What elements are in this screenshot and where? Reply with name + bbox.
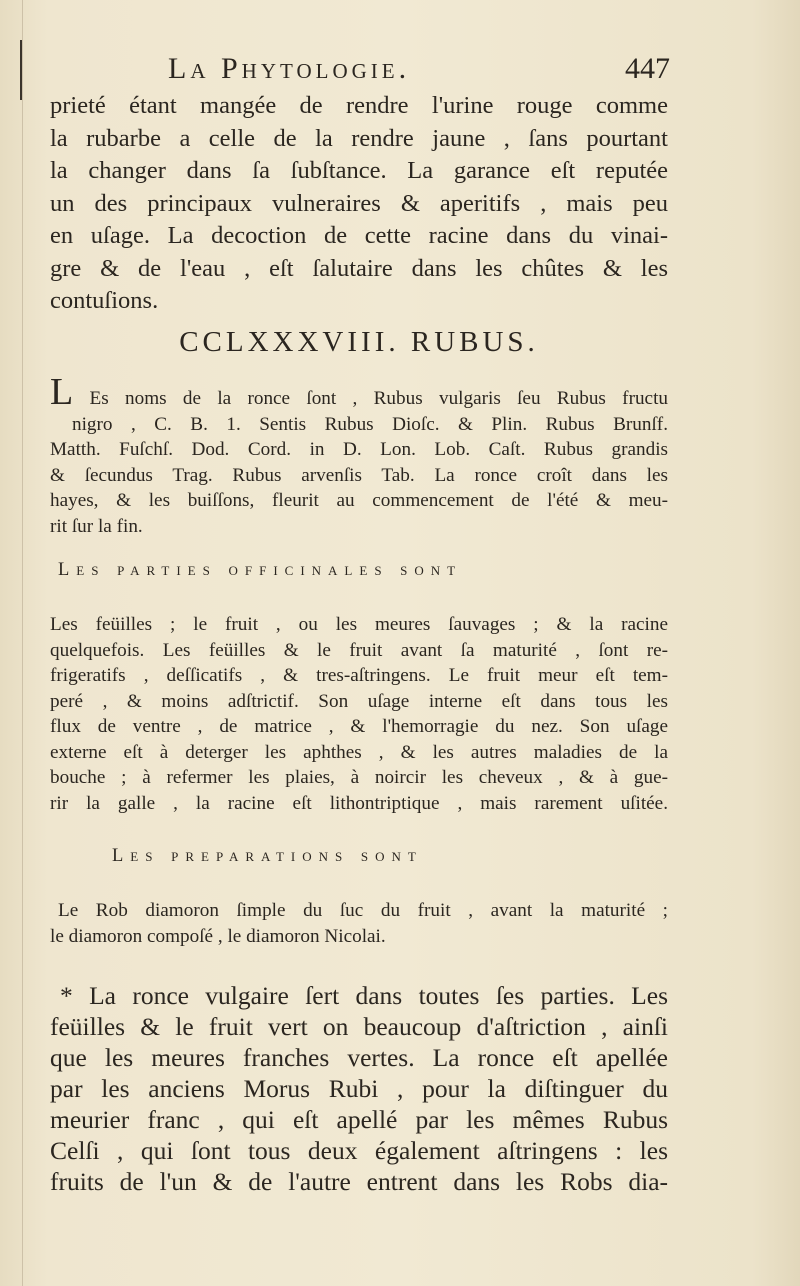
text-line: prieté étant mangée de rendre l'urine rouge comme [50,92,668,119]
text-line: bouche ; à refermer les plaies, à noircir les cheveux , & à gue- [50,767,668,788]
text-line: Matth. Fuſchſ. Dod. Cord. in D. Lon. Lob. Caſt. Rubus grandis [50,439,668,460]
text-line: rir la galle , la racine eſt lithontriptique , mais rarement uſitée. [50,792,668,814]
text-line: la rubarbe a celle de la rendre jaune , ſans pourtant [50,124,668,152]
text-line: * La ronce vulgaire ſert dans toutes ſes parties. Les [60,981,668,1010]
text-line: peré , & moins adſtrictif. Son uſage interne eſt dans tous les [50,690,668,712]
text-line: en uſage. La decoction de cette racine dans du vinai- [50,222,668,249]
page-edge-mark [20,40,22,100]
text-line: un des principaux vulneraires & aperitifs , mais peu [50,189,668,217]
parts-paragraph [50,612,668,816]
text-line: rit ſur la fin. [50,515,143,537]
page-gutter [22,0,23,1286]
text-line: la changer dans ſa ſubſtance. La garance eſt reputée [50,157,668,184]
text-line: Celſi , qui ſont tous deux également aſtringens : les [50,1136,668,1165]
text-line: frigeratifs , deſſicatifs , & tres-aſtringens. Le fruit meur eſt tem- [50,665,668,686]
text-line: meurier franc , qui eſt apellé par les mêmes Rubus [50,1105,668,1134]
chapter-heading: CCLXXXVIII. RUBUS. [179,326,539,358]
text-line: feüilles & le fruit vert on beaucoup d'aſtriction , ainſi [50,1012,668,1041]
text-line: quelquefois. Les feüilles & le fruit avant ſa maturité , ſont re- [50,639,668,661]
paragraph-garance [50,90,668,318]
text-line: & ſecundus Trag. Rubus arvenſis Tab. La ronce croît dans les [50,464,668,486]
page-number: 447 [625,52,670,85]
text-line: contuſions. [50,287,159,314]
note-paragraph [50,980,668,1197]
names-paragraph [50,371,668,539]
text-line: L Es noms de la ronce ſont , Rubus vulgaris ſeu Rubus fructu [50,371,668,413]
text-line: gre & de l'eau , eſt ſalutaire dans les chûtes & les [50,254,668,282]
text-line: Les feüilles ; le fruit , ou les meures ſauvages ; & la racine [50,614,668,635]
text-line: flux de ventre , de matrice , & l'hemorragie du nez. Son uſage [50,716,668,737]
text-line: le diamoron compoſé , le diamoron Nicolai. [50,925,386,947]
text-line: nigro , C. B. 1. Sentis Rubus Dioſc. & Plin. Rubus Brunſf. [72,413,668,435]
preparations-paragraph [50,898,668,949]
parts-heading: Les parties officinales sont [58,560,463,580]
text-line: que les meures franches vertes. La ronce eſt apellée [50,1043,668,1072]
preparations-heading: Les preparations sont [112,846,423,866]
text-line: par les anciens Morus Rubi , pour la diſtinguer du [50,1074,668,1103]
text-line: fruits de l'un & de l'autre entrent dans les Robs dia- [50,1167,668,1196]
running-title: La Phytologie. [168,52,411,85]
text-line: Le Rob diamoron ſimple du ſuc du fruit , avant la maturité ; [58,900,668,921]
text-line: hayes, & les buiſſons, fleurit au commencement de l'été & meu- [50,490,668,511]
running-head [50,52,670,92]
text-line: externe eſt à deterger les aphthes , & les autres maladies de la [50,741,668,763]
drop-cap: L [50,371,74,413]
